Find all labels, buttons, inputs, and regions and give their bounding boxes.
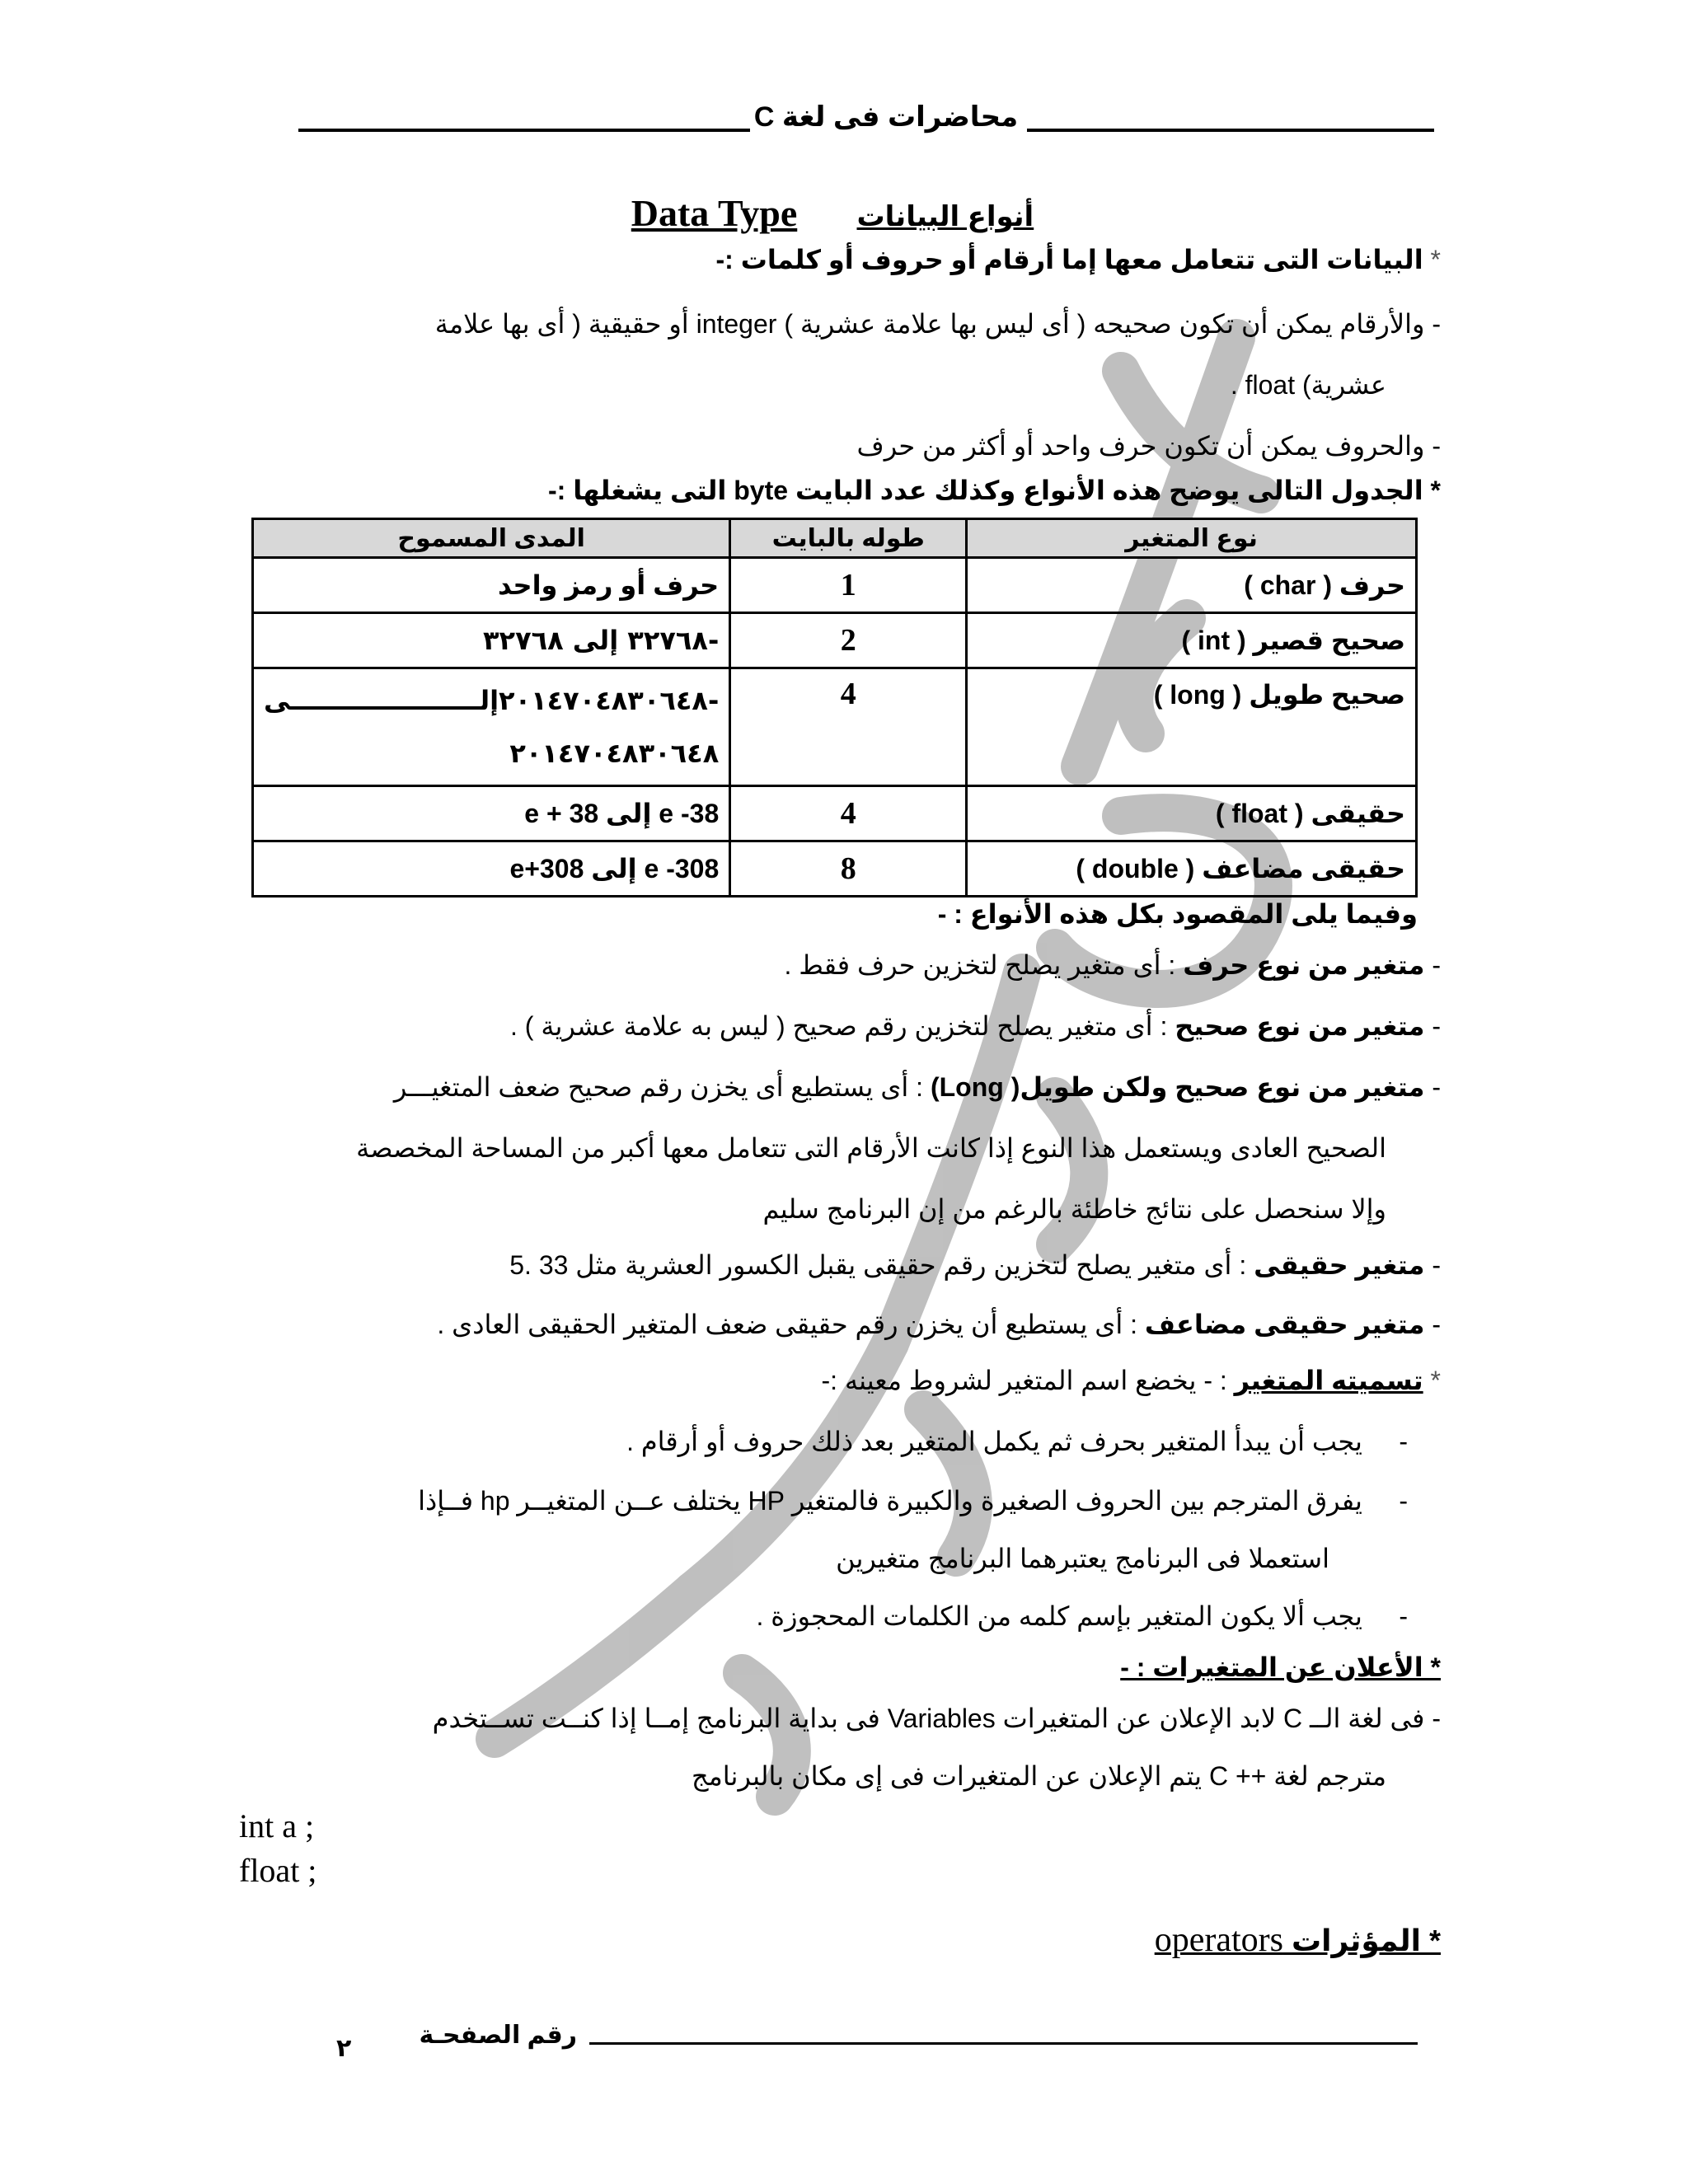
meaning-item: - متغير من نوع حرف : أى متغير يصلح لتخزين حرف فقط . — [784, 950, 1441, 980]
code-line: float ; — [239, 1852, 317, 1889]
meaning-desc: : أى متغير يصلح لتخزين حرف فقط . — [784, 950, 1176, 980]
naming-heading-rest: : - يخضع اسم المتغير لشروط معينه :- — [821, 1366, 1227, 1395]
cell-range — [253, 668, 730, 786]
meaning-term: متغير من نوع حرف — [1183, 950, 1425, 980]
numbers-line1-text: والأرقام يمكن أن تكون صحيحه ( أى ليس بها علامة عشرية ) integer أو حقيقية ( أى بها علامة — [434, 309, 1425, 339]
page-number: ٢ — [336, 2035, 352, 2062]
cell-type: صحيح قصير ( int ) — [967, 613, 1417, 668]
header-type: نوع المتغير — [967, 519, 1417, 558]
operators-english: operators — [1154, 1921, 1283, 1959]
data-types-table — [251, 518, 1418, 898]
header-size: طوله بالبايت — [730, 519, 967, 558]
cell-size: 4 — [730, 668, 967, 786]
operators-arabic: * المؤثرات — [1291, 1924, 1441, 1957]
cell-range: e -308 إلى e+308 — [253, 841, 730, 897]
cell-range: -٣٢٧٦٨ إلى ٣٢٧٦٨ — [253, 613, 730, 668]
code-line: int a ; — [239, 1807, 315, 1844]
cell-size: 1 — [730, 558, 967, 613]
title-arabic: أنواع البيانات — [856, 201, 1034, 232]
meaning-continuation: الصحيح العادى ويستعمل هذا النوع إذا كانت الأرقام التى تتعامل معها أكبر من المساحة المخصصة — [356, 1133, 1386, 1163]
declaration-line1-text: فى لغة الــ C لابد الإعلان عن المتغيرات Variables فى بداية البرنامج إمــا إذا كنــت تســتخدم — [432, 1704, 1425, 1733]
header-rule-left — [298, 129, 750, 132]
numbers-line2-text: عشرية) float . — [1230, 370, 1386, 400]
table-row — [253, 613, 1417, 668]
declaration-heading: * الأعلان عن المتغيرات : - — [1120, 1652, 1441, 1682]
intro-numbers-line1: - والأرقام يمكن أن تكون صحيحه ( أى ليس بها علامة عشرية ) integer أو حقيقية ( أى بها علامة — [434, 309, 1441, 339]
footer-rule — [589, 2042, 1418, 2045]
naming-rule-text: يجب ألا يكون المتغير بإسم كلمه من الكلمات المحجوزة . — [756, 1601, 1362, 1631]
naming-rule: - يجب ألا يكون المتغير بإسم كلمه من الكلمات المحجوزة . — [756, 1601, 1408, 1631]
range-line2: ٢٠١٤٧٠٤٨٣٠٦٤٨ — [509, 738, 720, 769]
cell-type: حقيقى ( float ) — [967, 786, 1417, 841]
naming-rule: - يجب أن يبدأ المتغير بحرف ثم يكمل المتغير بعد ذلك حروف أو أرقام . — [626, 1427, 1408, 1456]
operators-heading — [1155, 1920, 1441, 1960]
intro-heading-text: البيانات التى تتعامل معها إما أرقام أو حروف أو كلمات :- — [715, 245, 1423, 274]
cell-range: حرف أو رمز واحد — [253, 558, 730, 613]
meaning-term: متغير حقيقى — [1254, 1250, 1425, 1280]
naming-heading-text: تسميته المتغير — [1234, 1366, 1423, 1395]
meaning-desc: : أى يستطيع أى يخزن رقم صحيح ضعف المتغيـــر — [393, 1072, 924, 1102]
meaning-continuation: وإلا سنحصل على نتائج خاطئة بالرغم من إن البرنامج سليم — [762, 1194, 1386, 1224]
meaning-item: - متغير من نوع صحيح : أى متغير يصلح لتخزين رقم صحيح ( ليس به علامة عشرية ) . — [509, 1011, 1441, 1041]
intro-chars-line: - والحروف يمكن أن تكون حرف واحد أو أكثر من حرف — [856, 431, 1441, 461]
naming-rule-text: يجب أن يبدأ المتغير بحرف ثم يكمل المتغير بعد ذلك حروف أو أرقام . — [626, 1427, 1362, 1456]
naming-rule-continuation: استعملا فى البرنامج يعتبرهما البرنامج متغيرين — [836, 1544, 1329, 1573]
cell-type: صحيح طويل ( long ) — [967, 668, 1417, 786]
title-english: Data Type — [631, 192, 798, 234]
meanings-heading: وفيما يلى المقصود بكل هذه الأنواع : - — [937, 899, 1418, 929]
table-row — [253, 841, 1417, 897]
declaration-line2: مترجم لغة ++ C يتم الإعلان عن المتغيرات فى إى مكان بالبرنامج — [692, 1761, 1386, 1791]
chars-line-text: والحروف يمكن أن تكون حرف واحد أو أكثر من حرف — [856, 431, 1425, 461]
footer-label: رقم الصفحـة — [419, 2022, 577, 2049]
cell-size: 8 — [730, 841, 967, 897]
range-line1: -٢٠١٤٧٠٤٨٣٠٦٤٨إلـــــــــــــــــــــى — [264, 685, 720, 716]
cell-size: 4 — [730, 786, 967, 841]
header-rule-right — [1027, 129, 1434, 132]
declaration-line1: - فى لغة الــ C لابد الإعلان عن المتغيرات Variables فى بداية البرنامج إمــا إذا كنــت تســتخدم — [432, 1704, 1441, 1733]
header-range: المدى المسموح — [253, 519, 730, 558]
naming-heading: * تسميته المتغير : - يخضع اسم المتغير لشروط معينه :- — [821, 1366, 1441, 1395]
table-row — [253, 786, 1417, 841]
meaning-term: متغير من نوع صحيح — [1175, 1011, 1425, 1041]
table-row — [253, 668, 1417, 786]
meaning-item: - متغير حقيقى مضاعف : أى يستطيع أن يخزن رقم حقيقى ضعف المتغير الحقيقى العادى . — [437, 1310, 1441, 1339]
cell-type: حقيقى مضاعف ( double ) — [967, 841, 1417, 897]
meaning-desc: : أى متغير يصلح لتخزين رقم صحيح ( ليس به علامة عشرية ) . — [509, 1011, 1168, 1041]
naming-rule: - يفرق المترجم بين الحروف الصغيرة والكبيرة فالمتغير HP يختلف عــن المتغيــر hp فــإذا — [418, 1486, 1408, 1516]
intro-heading: * البيانات التى تتعامل معها إما أرقام أو حروف أو كلمات :- — [715, 245, 1441, 274]
cell-type: حرف ( char ) — [967, 558, 1417, 613]
section-title — [577, 191, 1088, 235]
meaning-desc: : أى متغير يصلح لتخزين رقم حقيقى يقبل الكسور العشرية مثل 33 .5 — [509, 1250, 1247, 1280]
meaning-term: متغير حقيقى مضاعف — [1144, 1310, 1425, 1339]
table-header-row — [253, 519, 1417, 558]
meaning-item: - متغير حقيقى : أى متغير يصلح لتخزين رقم حقيقى يقبل الكسور العشرية مثل 33 .5 — [509, 1250, 1441, 1280]
meaning-desc: : أى يستطيع أن يخزن رقم حقيقى ضعف المتغير الحقيقى العادى . — [437, 1310, 1137, 1339]
table-intro: * الجدول التالى يوضح هذه الأنواع وكذلك عدد البايت byte التى يشغلها :- — [548, 476, 1441, 505]
intro-numbers-line2 — [1231, 369, 1386, 401]
meaning-item: - متغير من نوع صحيح ولكن طويل( Long) : أى يستطيع أى يخزن رقم صحيح ضعف المتغيـــر — [393, 1072, 1441, 1102]
header-title: محاضرات فى لغة C — [753, 101, 1019, 133]
meaning-term: متغير من نوع صحيح ولكن طويل( Long) — [930, 1072, 1425, 1102]
table-row — [253, 558, 1417, 613]
cell-size: 2 — [730, 613, 967, 668]
naming-rule-text: يفرق المترجم بين الحروف الصغيرة والكبيرة فالمتغير HP يختلف عــن المتغيــر hp فــإذا — [418, 1486, 1362, 1516]
cell-range: e -38 إلى e + 38 — [253, 786, 730, 841]
